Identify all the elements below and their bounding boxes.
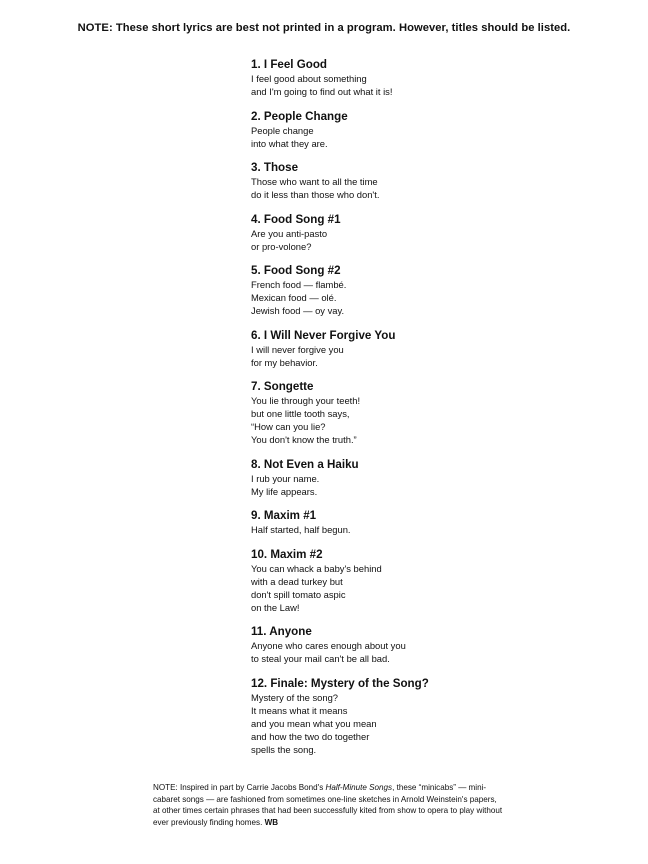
song-title: 4. Food Song #1 <box>251 212 341 226</box>
lyric-line: but one little tooth says, <box>251 408 350 419</box>
lyric-line: with a dead turkey but <box>251 575 343 587</box>
song-entry <box>251 109 551 150</box>
lyric-line: “How can you lie? <box>251 421 326 432</box>
lyric-line: Are you anti-pasto <box>251 227 328 239</box>
song-entry <box>251 328 551 369</box>
lyric-line: You can whack a baby's behind <box>251 562 382 574</box>
header-note: NOTE: These short lyrics are best not printed in a program. However, titles should be listed. <box>77 22 571 34</box>
song-title: 5. Food Song #2 <box>251 264 341 277</box>
song-entry <box>251 508 551 536</box>
lyric-line: and you mean what you mean <box>251 717 377 729</box>
footnote-book-title: Half-Minute Songs <box>325 783 393 792</box>
lyric-line: I feel good about something <box>251 73 367 84</box>
lyric-line: or pro-volone? <box>251 240 312 252</box>
lyric-line: It means what it means <box>251 704 348 716</box>
song-entry <box>251 547 551 614</box>
song-title: 6. I Will Never Forgive You <box>251 328 396 342</box>
song-entry <box>251 212 551 253</box>
song-title: 12. Finale: Mystery of the Song? <box>251 676 429 690</box>
song-title: 1. I Feel Good <box>251 58 328 71</box>
song-title: 10. Maxim #2 <box>251 547 323 561</box>
lyric-line: to steal your mail can't be all bad. <box>251 653 390 664</box>
lyric-line: You don't know the truth.” <box>251 434 357 445</box>
lyric-line: do it less than those who don't. <box>251 189 380 200</box>
song-entry <box>251 263 551 317</box>
lyric-line: and how the two do together <box>251 730 370 742</box>
footnote <box>153 782 503 829</box>
song-title: 3. Those <box>251 161 299 174</box>
lyric-line: I will never forgive you <box>251 343 344 355</box>
song-entry <box>251 379 551 446</box>
lyric-line: don't spill tomato aspic <box>251 588 346 600</box>
lyric-line: People change <box>251 124 314 136</box>
song-title: 7. Songette <box>251 380 314 393</box>
lyric-line: Mexican food — olé. <box>251 292 337 303</box>
lyric-line: for my behavior. <box>251 356 318 368</box>
song-entry <box>251 676 551 756</box>
song-title: 9. Maxim #1 <box>251 509 317 522</box>
lyric-line: Half started, half begun. <box>251 524 351 535</box>
lyric-line: My life appears. <box>251 485 318 497</box>
song-title: 8. Not Even a Haiku <box>251 457 359 471</box>
lyric-line: You lie through your teeth! <box>251 395 361 406</box>
lyric-line: Those who want to all the time <box>251 176 378 187</box>
song-title: 2. People Change <box>251 109 348 123</box>
lyric-line: Mystery of the song? <box>251 691 339 703</box>
lyric-line: I rub your name. <box>251 472 320 484</box>
lyric-line: French food — flambé. <box>251 279 347 290</box>
song-title: 11. Anyone <box>251 625 312 638</box>
lyric-line: spells the song. <box>251 743 317 755</box>
song-list <box>251 57 551 766</box>
song-entry <box>251 624 551 665</box>
lyric-line: Jewish food — oy vay. <box>251 305 345 316</box>
lyric-line: into what they are. <box>251 137 328 149</box>
footnote-initials: WB <box>264 818 279 828</box>
song-entry <box>251 57 551 98</box>
lyric-line: on the Law! <box>251 601 300 613</box>
footnote-lead: NOTE: Inspired in part by Carrie Jacobs Bond's <box>153 783 326 792</box>
lyric-line: Anyone who cares enough about you <box>251 640 406 651</box>
song-entry <box>251 160 551 201</box>
lyric-line: and I'm going to find out what it is! <box>251 86 393 97</box>
song-entry <box>251 457 551 498</box>
footnote-rest: , these “minicabs” — mini-cabaret songs — are fashioned from sometimes one-line sketches in Arnold Weinstein's papers, at other times certain phrases that had been successfully kited from show to opera to play without ever previously finding homes. <box>153 783 503 828</box>
